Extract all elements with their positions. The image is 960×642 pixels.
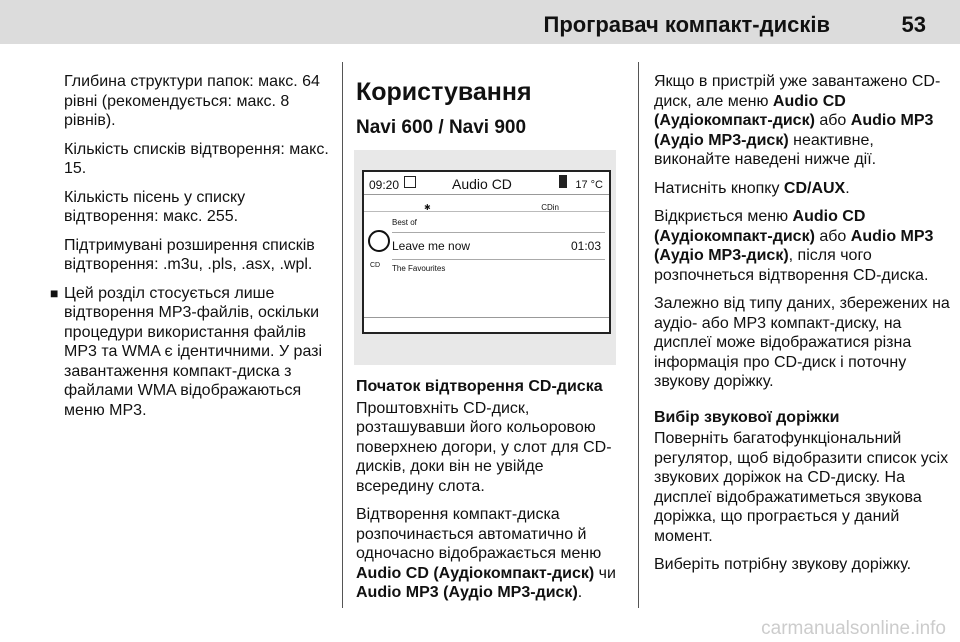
column-divider: [342, 62, 343, 608]
column-divider: [638, 62, 639, 608]
page-number: 53: [901, 12, 926, 37]
current-track: [392, 232, 605, 260]
right-column: [654, 72, 952, 584]
menu-name: Audio MP3 (Аудіо MP3-диск): [654, 227, 934, 264]
menu-name: Audio CD (Аудіокомпакт-диск): [654, 92, 846, 129]
section-heading: Користування: [356, 78, 532, 106]
menu-name: Audio MP3 (Аудіо MP3-диск): [654, 112, 934, 149]
middle-column: [356, 72, 624, 612]
paragraph: [654, 72, 952, 170]
subsection-heading: Navi 600 / Navi 900: [356, 117, 527, 138]
text: чи: [594, 564, 616, 582]
paragraph: Кількість пісень у списку відтворення: макс. 255.: [64, 188, 246, 225]
track-time: 01:03: [570, 239, 601, 253]
bluetooth-icon: ✱: [424, 203, 431, 212]
text: або: [814, 227, 851, 245]
paragraph: Залежно від типу даних, збережених на аудіо- або MP3 компакт-диску, на дисплеї може відображатися різна інформація про CD-диск і поточну звукову доріжку.: [654, 295, 950, 390]
menu-name: Audio CD (Аудіокомпакт-диск): [356, 564, 595, 582]
divider: [364, 317, 609, 318]
status-bar: [364, 172, 609, 195]
disc-icon: [368, 230, 390, 252]
temperature: 17 °C: [575, 179, 603, 191]
audio-cd-screen: [362, 170, 611, 334]
paragraph: [356, 505, 624, 603]
paragraph: Проштовхніть CD-диск, розташувавши його кольоровою поверхнею догори, у слот для CD-дисків, доки він не увійде всередину слота.: [356, 399, 612, 495]
clock: 09:20: [369, 178, 400, 192]
phone-icon: [559, 175, 567, 188]
cd-label: CD: [370, 262, 381, 269]
text: або: [814, 112, 851, 129]
menu-name: Audio MP3 (Аудіо MP3-диск): [356, 584, 578, 601]
button-name: CD/AUX: [783, 179, 846, 197]
paragraph: Кількість списків відтворення: макс. 15.: [64, 140, 329, 177]
menu-name: Audio CD (Аудіокомпакт-диск): [654, 208, 866, 245]
bullet-item: [50, 284, 336, 421]
page-header: [0, 0, 960, 44]
paragraph: Поверніть багатофункціональний регулятор, щоб відобразити список усіх звукових доріжок на CD-диску. На дисплеї відображатиметься звукова доріжка, що програється у даний момент.: [654, 430, 949, 545]
text: Якщо в пристрій уже завантажено CD-диск, але меню: [654, 73, 941, 110]
subheading: Початок відтворення CD-диска: [356, 378, 603, 395]
track-item: Best of: [392, 218, 417, 227]
info-bar: [364, 195, 609, 212]
track-list: [392, 214, 605, 278]
track-item: The Favourites: [392, 264, 446, 273]
text: Відкриється меню: [654, 208, 793, 225]
text: Відтворення компакт-диска розпочинається автоматично й одночасно відображається меню: [356, 506, 602, 562]
watermark: carmanualsonline.info: [761, 618, 946, 639]
paragraph: Глибина структури папок: макс. 64 рівні (рекомендується: макс. 8 рівнів).: [64, 73, 320, 129]
page-title: Програвач компакт-дисків: [543, 12, 830, 37]
screen-title: Audio CD: [452, 176, 512, 192]
display-illustration: [354, 150, 616, 365]
text: .: [577, 584, 583, 601]
cd-icon: [404, 176, 416, 188]
bullet-text: Цей розділ стосується лише відтворення MP3-файлів, оскільки процедури використання файлів MP3 та WMA є ідентичними. У разі завантаження компакт-диска з файлами WMA відображаються меню MP3.: [64, 284, 323, 419]
text: неактивне, виконайте наведені нижче дії.: [654, 131, 877, 168]
subheading: Вибір звукової доріжки: [654, 408, 840, 426]
bullet-mark: ■: [50, 284, 59, 301]
paragraph: [654, 179, 952, 199]
text: .: [845, 179, 850, 197]
paragraph: [654, 207, 952, 285]
track-title: Leave me now: [392, 239, 471, 253]
cd-in-indicator: CDin: [541, 203, 559, 212]
left-column: [50, 72, 336, 429]
text: Натисніть кнопку: [654, 179, 784, 197]
paragraph: Виберіть потрібну звукову доріжку.: [654, 556, 912, 573]
paragraph: Підтримувані розширення списків відтворення: .m3u, .pls, .asx, .wpl.: [64, 236, 315, 273]
text: , після чого розпочнеться відтворення CD-диска.: [654, 247, 929, 284]
